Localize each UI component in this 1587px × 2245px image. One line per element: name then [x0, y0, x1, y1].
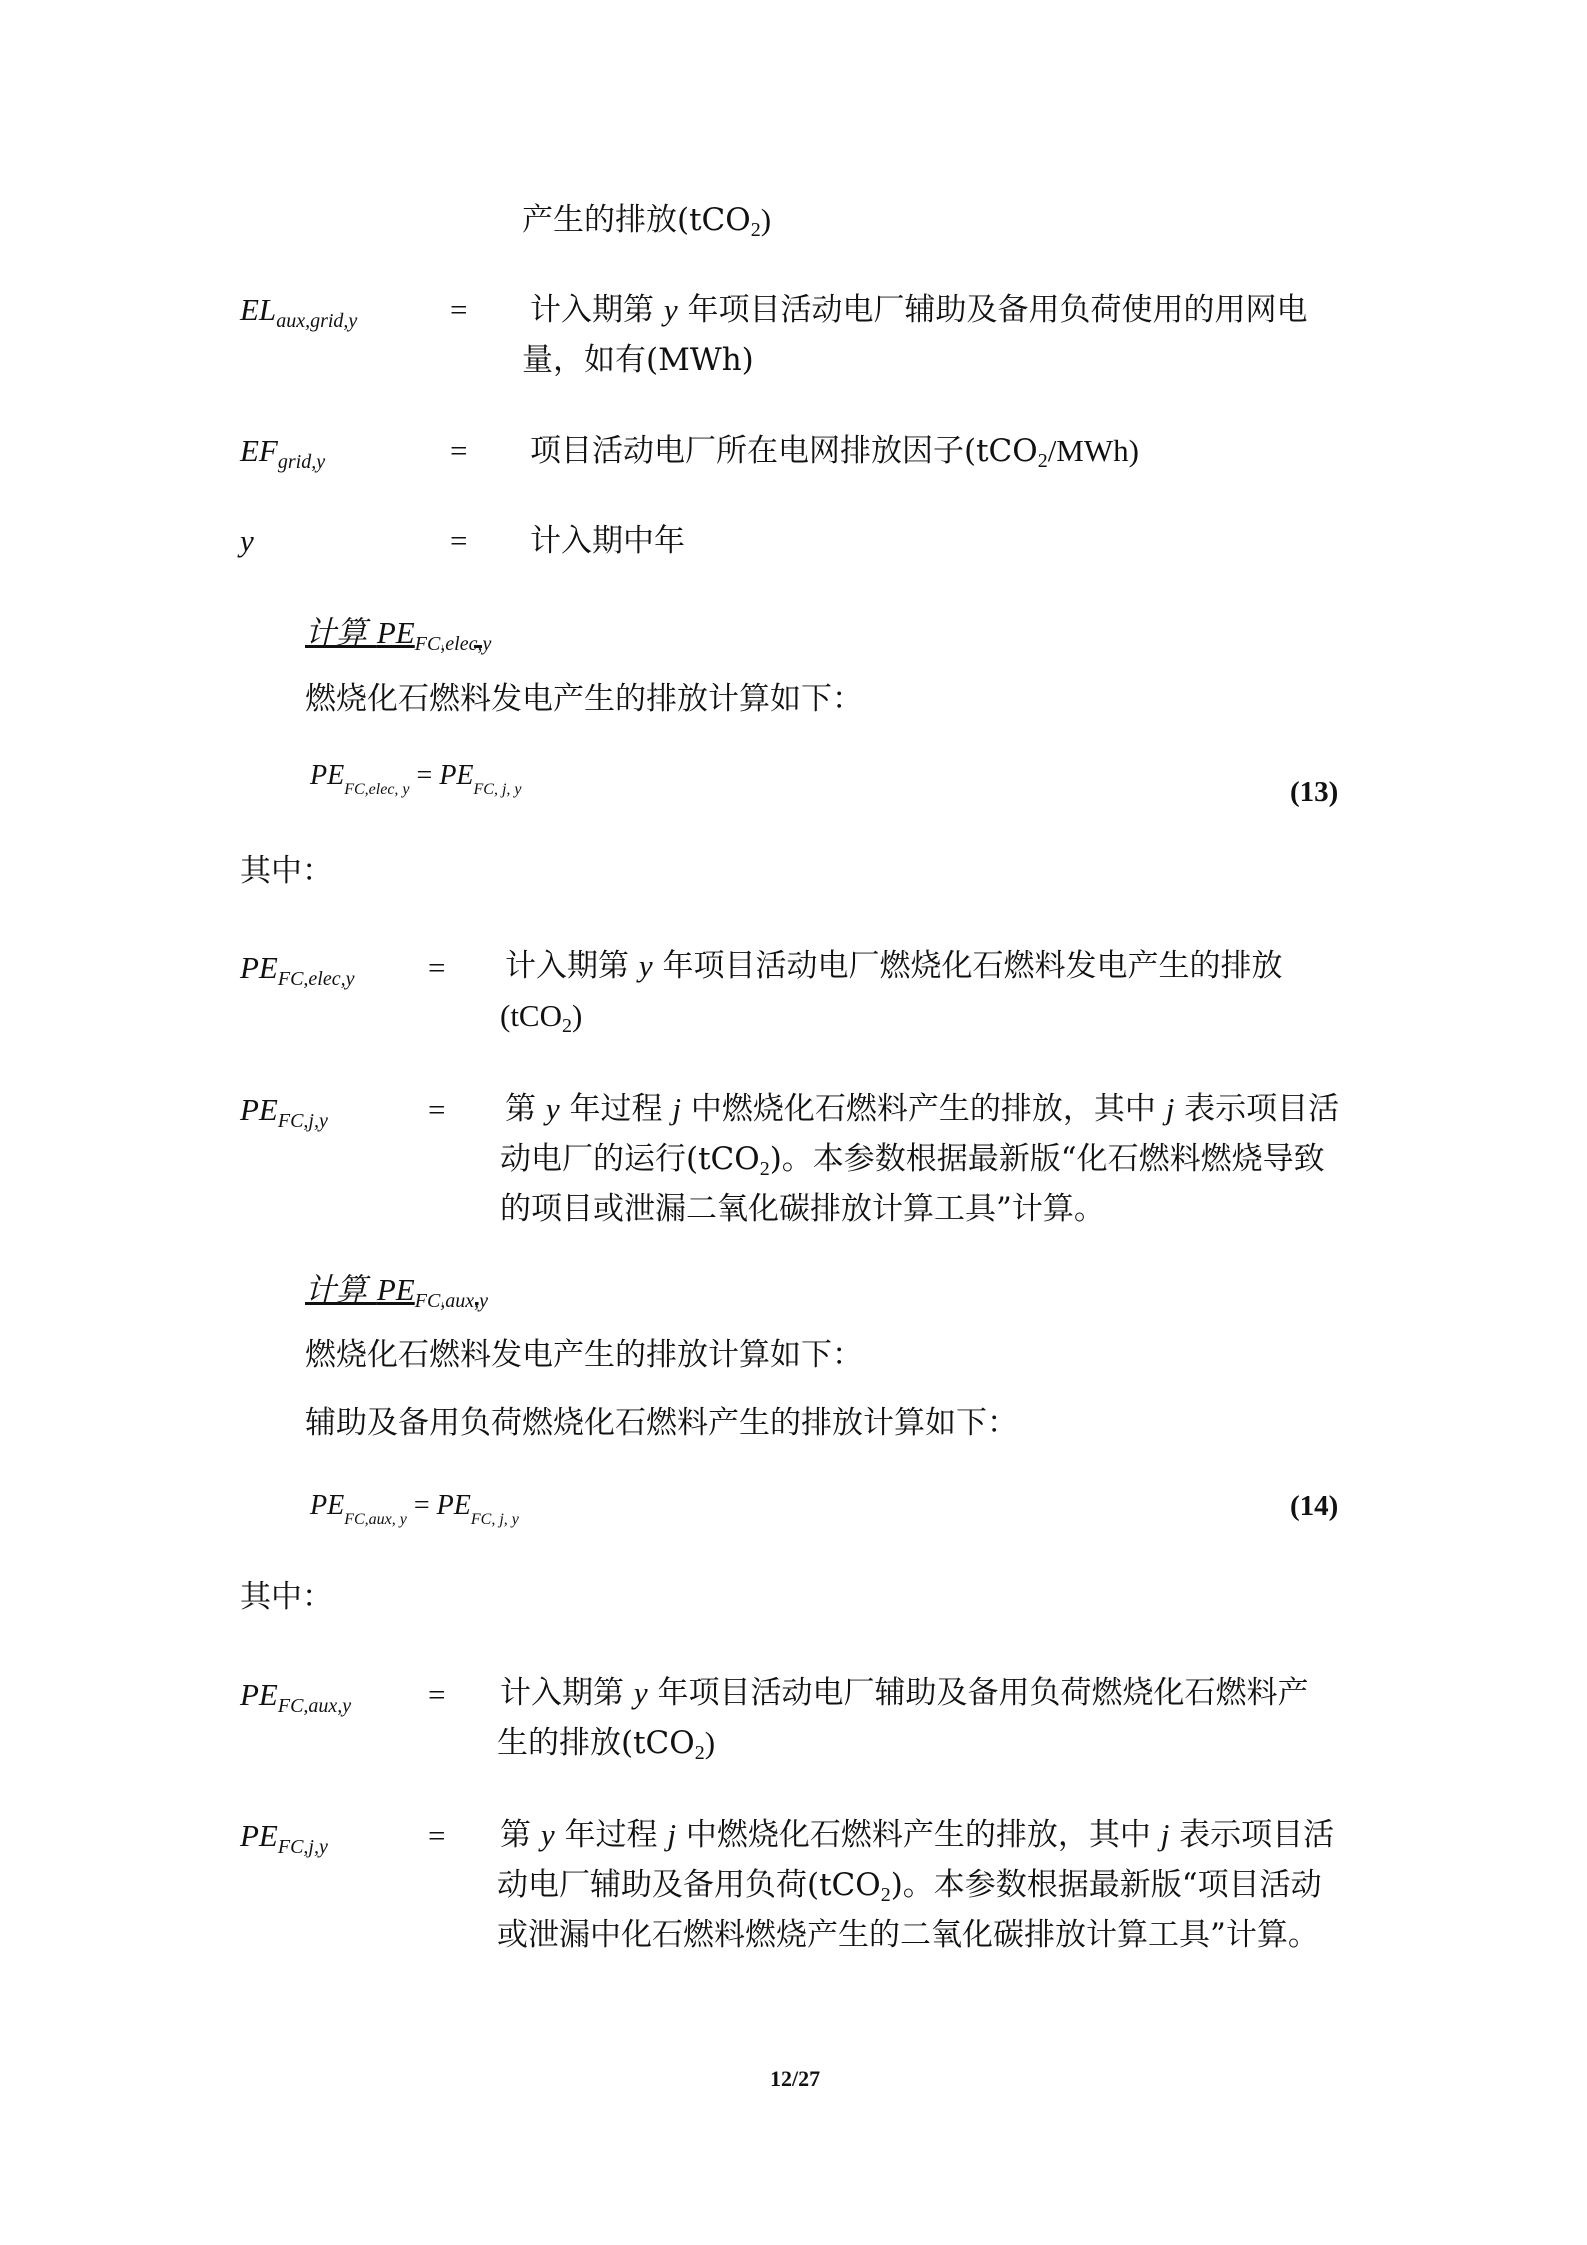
symbol-ef-grid-y: $EF_{grid,y}$ — [240, 433, 326, 473]
section-heading-pe-fc-elec: 计算 $PE_{FC,elec,y}$ — [305, 615, 492, 655]
definition-line: 动电厂辅助及备用负荷(tCO$_2$)。本参数根据最新版“项目活动 — [497, 1867, 1322, 1906]
definition-line: 动电厂的运行(tCO$_2$)。本参数根据最新版“化石燃料燃烧导致 — [500, 1141, 1325, 1180]
symbol-pe-fc-elec-y: $PE_{FC,elec,y}$ — [240, 950, 355, 990]
formula-number-13: (13) — [1290, 776, 1339, 808]
symbol-pe-fc-aux-y: $PE_{FC,aux,y}$ — [240, 1677, 352, 1717]
equals-sign: = — [450, 523, 468, 558]
equals-sign: = — [428, 1818, 446, 1853]
intro-text: 燃烧化石燃料发电产生的排放计算如下： — [305, 1337, 863, 1373]
definition-line: 的项目或泄漏二氧化碳排放计算工具”计算。 — [500, 1191, 1105, 1227]
intro-text: 辅助及备用负荷燃烧化石燃料产生的排放计算如下： — [305, 1405, 1018, 1441]
definition-line: 第 y 年过程 j 中燃烧化石燃料产生的排放，其中 j 表示项目活 — [500, 1817, 1335, 1853]
section-heading-pe-fc-aux: 计算 $PE_{FC,aux,y}$ — [305, 1272, 489, 1312]
definition-line: 第 y 年过程 j 中燃烧化石燃料产生的排放，其中 j 表示项目活 — [505, 1091, 1340, 1127]
intro-text: 燃烧化石燃料发电产生的排放计算如下： — [305, 681, 863, 717]
formula-14: $PE_{FC,aux, y} = PE_{FC, j, y}$ — [310, 1490, 519, 1528]
equals-sign: = — [428, 1677, 446, 1712]
definition-line: (tCO$_2$) — [500, 998, 583, 1037]
definition-line: 生的排放(tCO$_2$) — [497, 1725, 716, 1764]
definition-line: 计入期第 y 年项目活动电厂辅助及备用负荷使用的用网电 — [530, 292, 1308, 328]
symbol-pe-fc-j-y: $PE_{FC,j,y}$ — [240, 1092, 328, 1132]
equals-sign: = — [428, 1092, 446, 1127]
formula-13: $PE_{FC,elec, y} = PE_{FC, j, y}$ — [310, 760, 522, 798]
definition-line: 项目活动电厂所在电网排放因子(tCO$_2$/MWh) — [530, 433, 1139, 472]
symbol-pe-fc-j-y: $PE_{FC,j,y}$ — [240, 1818, 328, 1858]
formula-number-14: (14) — [1290, 1490, 1339, 1522]
where-label: 其中： — [240, 853, 333, 889]
symbol-y: y — [240, 523, 254, 558]
definition-line: 计入期第 y 年项目活动电厂辅助及备用负荷燃烧化石燃料产 — [500, 1675, 1309, 1711]
definition-line: 量，如有(MWh) — [522, 342, 754, 378]
equals-sign: = — [428, 950, 446, 985]
where-label: 其中： — [240, 1579, 333, 1615]
definition-line: 计入期第 y 年项目活动电厂燃烧化石燃料发电产生的排放 — [505, 948, 1283, 984]
definition-line: 计入期中年 — [530, 523, 685, 559]
symbol-el-aux-grid-y: $EL_{aux,grid,y}$ — [240, 292, 358, 332]
definition-line: 或泄漏中化石燃料燃烧产生的二氧化碳排放计算工具”计算。 — [497, 1917, 1319, 1953]
continuation-text: 产生的排放(tCO$_2$) — [522, 202, 772, 241]
page-number: 12/27 — [770, 2066, 821, 2091]
equals-sign: = — [450, 433, 468, 468]
equals-sign: = — [450, 292, 468, 327]
